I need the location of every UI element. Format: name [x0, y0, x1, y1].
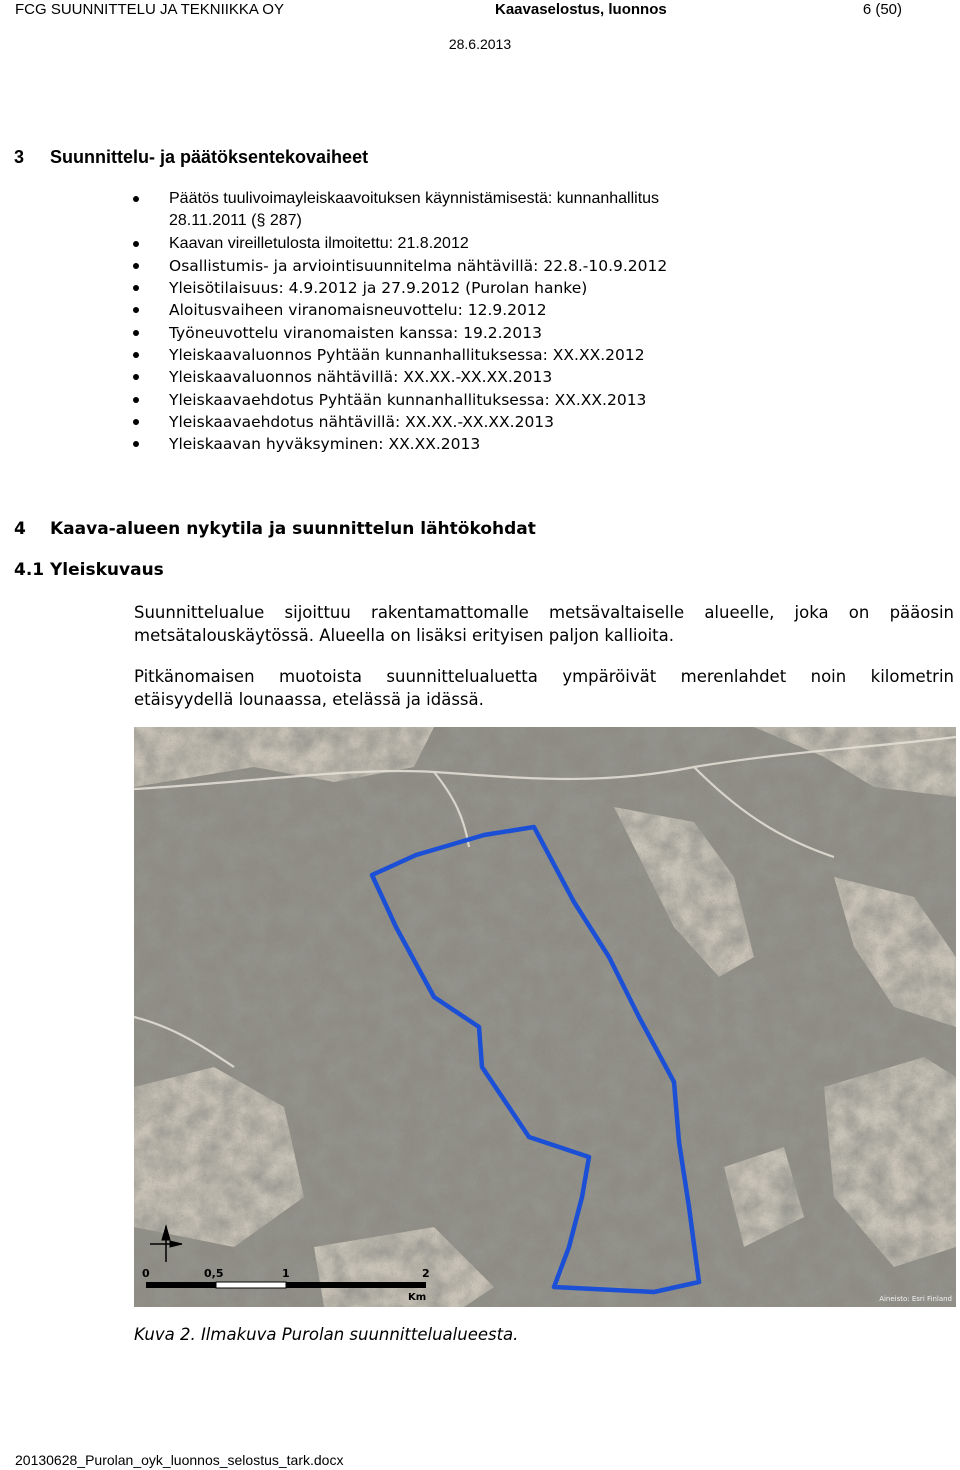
- section-title: Suunnittelu- ja päätöksentekovaiheet: [50, 147, 369, 167]
- section-title: Yleiskuvaus: [50, 560, 164, 580]
- list-item-continuation: 28.11.2011 (§ 287): [169, 212, 302, 230]
- footer-filename: 20130628_Purolan_oyk_luonnos_selostus_tark.docx: [15, 1452, 344, 1468]
- figure-caption: Kuva 2. Ilmakuva Purolan suunnittelualueesta.: [134, 1325, 519, 1344]
- list-item: Yleiskaavaehdotus Pyhtään kunnanhallituksessa: XX.XX.2013: [130, 389, 830, 411]
- scale-label-0: 0: [142, 1267, 150, 1280]
- bullet-icon: [133, 374, 139, 380]
- header-organization: FCG SUUNNITTELU JA TEKNIIKKA OY: [15, 1, 284, 18]
- bullet-icon: [133, 352, 139, 358]
- bullet-icon: [133, 397, 139, 403]
- list-item: Yleisötilaisuus: 4.9.2012 ja 27.9.2012 (Purolan hanke): [130, 277, 830, 299]
- section-4-1-heading: [14, 560, 164, 580]
- bullet-icon: [133, 241, 139, 247]
- list-item: Yleiskaavaehdotus nähtävillä: XX.XX.-XX.XX.2013: [130, 411, 830, 433]
- section-number: 4.1: [14, 560, 45, 580]
- section-number: 3: [14, 147, 25, 167]
- map-credit: Aineisto: Esri Finland: [879, 1295, 952, 1303]
- aerial-map: [134, 727, 956, 1307]
- list-item: Yleiskaavaluonnos nähtävillä: XX.XX.-XX.XX.2013: [130, 366, 830, 388]
- list-item: Päätös tuulivoimayleiskaavoituksen käynnistämisestä: kunnanhallitus: [130, 188, 830, 210]
- list-item: Aloitusvaiheen viranomaisneuvottelu: 12.9.2012: [130, 299, 830, 321]
- bullet-icon: [133, 419, 139, 425]
- section-title: Kaava-alueen nykytila ja suunnittelun lähtökohdat: [50, 519, 536, 539]
- scale-unit: Km: [408, 1292, 427, 1303]
- list-item: Yleiskaavaluonnos Pyhtään kunnanhallituksessa: XX.XX.2012: [130, 344, 830, 366]
- bullet-icon: [133, 307, 139, 313]
- process-stage-list: [130, 188, 830, 456]
- list-item: Kaavan vireilletulosta ilmoitettu: 21.8.2012: [130, 233, 830, 255]
- list-item: Yleiskaavan hyväksyminen: XX.XX.2013: [130, 433, 830, 455]
- bullet-icon: [133, 263, 139, 269]
- bullet-icon: [133, 285, 139, 291]
- paragraph-location: Suunnittelualue sijoittuu rakentamattomalle metsävaltaiselle alueelle, joka on pääosin metsätalouskäytössä. Alueella on lisäksi erityisen paljon kallioita.: [134, 603, 954, 645]
- list-item: Työneuvottelu viranomaisten kanssa: 19.2.2013: [130, 322, 830, 344]
- scale-label-0-5: 0,5: [204, 1267, 224, 1280]
- section-number: 4: [14, 519, 26, 539]
- header-page-number: 6 (50): [862, 1, 902, 18]
- section-4-heading: [14, 519, 536, 539]
- bullet-icon: [133, 441, 139, 447]
- header-document-title: Kaavaselostus, luonnos: [495, 1, 667, 18]
- list-item: Osallistumis- ja arviointisuunnitelma nähtävillä: 22.8.-10.9.2012: [130, 255, 830, 277]
- scale-label-1: 1: [282, 1267, 290, 1280]
- section-3-heading: [14, 147, 368, 168]
- terrain-grain: [134, 727, 956, 1307]
- header-date: 28.6.2013: [448, 36, 512, 52]
- bullet-icon: [133, 196, 139, 202]
- bullet-icon: [133, 330, 139, 336]
- scale-label-2: 2: [422, 1267, 430, 1280]
- paragraph-surroundings: Pitkänomaisen muotoista suunnittelualuetta ympäröivät merenlahdet noin kilometrin etäisyydellä lounaassa, etelässä ja idässä.: [134, 667, 954, 709]
